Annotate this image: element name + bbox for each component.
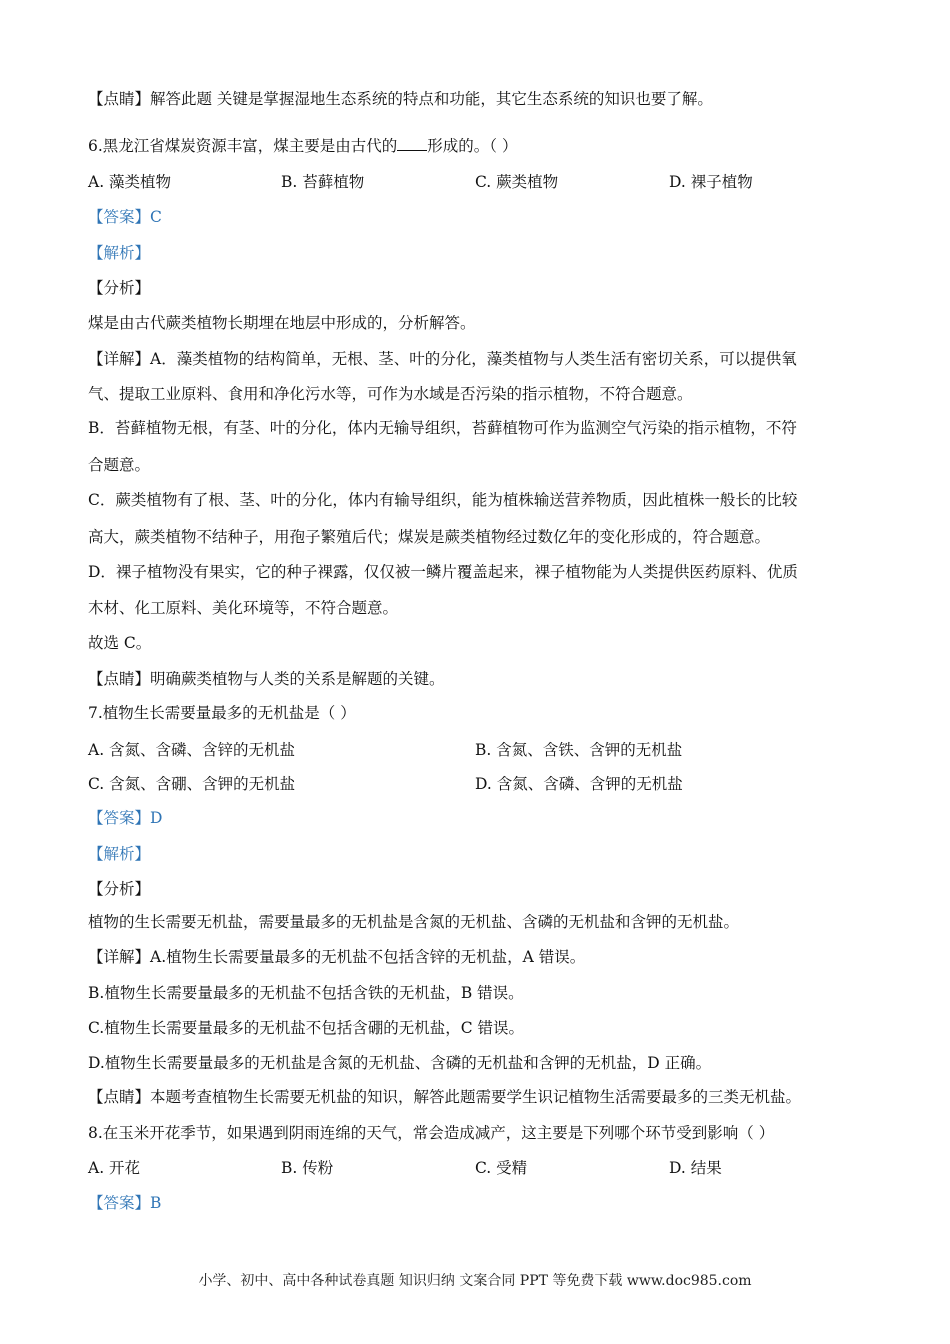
- q8-option-b: B. 传粉: [281, 1159, 334, 1177]
- q7-dianjing: 【点睛】本题考查植物生长需要无机盐的知识，解答此题需要学生识记植物生活需要最多的三类无机盐。: [88, 1088, 802, 1106]
- q7-option-a: A. 含氮、含磷、含锌的无机盐: [88, 741, 296, 759]
- q6-answer: 【答案】C: [88, 208, 162, 226]
- q6-conclusion: 故选 C。: [88, 634, 152, 652]
- q6-detail-line: 气、提取工业原料、食用和净化污水等，可作为水域是否污染的指示植物，不符合题意。: [88, 385, 693, 403]
- q8-answer: 【答案】B: [88, 1194, 162, 1212]
- q6-detail-line: 木材、化工原料、美化环境等，不符合题意。: [88, 599, 399, 617]
- q8-option-a: A. 开花: [88, 1159, 141, 1177]
- question-7-stem: 7.植物生长需要量最多的无机盐是（ ）: [88, 704, 356, 722]
- q6-dianjing: 【点睛】明确蕨类植物与人类的关系是解题的关键。: [88, 670, 445, 688]
- answer-blank: [397, 136, 427, 151]
- q6-detail-line: D．裸子植物没有果实，它的种子裸露，仅仅被一鳞片覆盖起来，裸子植物能为人类提供医药原料、优质: [88, 563, 798, 581]
- dianjing-q5: 【点睛】解答此题 关键是掌握湿地生态系统的特点和功能，其它生态系统的知识也要了解。: [88, 90, 713, 108]
- q7-detail-line: D.植物生长需要量最多的无机盐是含氮的无机盐、含磷的无机盐和含钾的无机盐，D 正确。: [88, 1054, 712, 1072]
- question-8-stem: 8.在玉米开花季节，如果遇到阴雨连绵的天气，常会造成减产，这主要是下列哪个环节受到影响（ ）: [88, 1124, 775, 1142]
- q6-stem-b: 形成的。（ ）: [427, 137, 518, 155]
- q6-fenxi-text: 煤是由古代蕨类植物长期埋在地层中形成的，分析解答。: [88, 314, 476, 332]
- q6-detail-line: C．蕨类植物有了根、茎、叶的分化，体内有输导组织，能为植株输送营养物质，因此植株一般长的比较: [88, 491, 798, 509]
- q8-option-c: C. 受精: [475, 1159, 528, 1177]
- q7-detail-line: C.植物生长需要量最多的无机盐不包括含硼的无机盐，C 错误。: [88, 1019, 525, 1037]
- q6-detail-line: 【详解】A．藻类植物的结构简单，无根、茎、叶的分化，藻类植物与人类生活有密切关系，可以提供氧: [88, 350, 797, 368]
- q7-fenxi-heading: 【分析】: [88, 880, 151, 898]
- q6-jiexi: 【解析】: [88, 244, 151, 262]
- q6-detail-line: 高大，蕨类植物不结种子，用孢子繁殖后代；煤炭是蕨类植物经过数亿年的变化形成的，符合题意。: [88, 528, 771, 546]
- page-footer: 小学、初中、高中各种试卷真题 知识归纳 文案合同 PPT 等免费下载 www.doc985.com: [198, 1273, 752, 1289]
- q7-option-b: B. 含氮、含铁、含钾的无机盐: [475, 741, 683, 759]
- q7-jiexi: 【解析】: [88, 845, 151, 863]
- q7-detail-line: B.植物生长需要量最多的无机盐不包括含铁的无机盐，B 错误。: [88, 984, 524, 1002]
- q6-detail-line: 合题意。: [88, 456, 151, 474]
- q6-option-d: D. 裸子植物: [669, 173, 753, 191]
- q7-option-c: C. 含氮、含硼、含钾的无机盐: [88, 775, 296, 793]
- q8-option-d: D. 结果: [669, 1159, 722, 1177]
- q6-fenxi-heading: 【分析】: [88, 279, 151, 297]
- q6-stem-a: 6.黑龙江省煤炭资源丰富，煤主要是由古代的: [88, 137, 398, 155]
- q6-detail-line: B．苔藓植物无根，有茎、叶的分化，体内无输导组织，苔藓植物可作为监测空气污染的指示植物，不符: [88, 419, 797, 437]
- q7-fenxi-text: 植物的生长需要无机盐，需要量最多的无机盐是含氮的无机盐、含磷的无机盐和含钾的无机盐。: [88, 913, 740, 931]
- q7-detail-line: 【详解】A.植物生长需要量最多的无机盐不包括含锌的无机盐，A 错误。: [88, 948, 586, 966]
- q7-option-d: D. 含氮、含磷、含钾的无机盐: [475, 775, 683, 793]
- q6-option-a: A. 藻类植物: [88, 173, 172, 191]
- q6-option-b: B. 苔藓植物: [281, 173, 365, 191]
- question-6-stem: [88, 136, 870, 156]
- q6-option-c: C. 蕨类植物: [475, 173, 559, 191]
- q7-answer: 【答案】D: [88, 809, 163, 827]
